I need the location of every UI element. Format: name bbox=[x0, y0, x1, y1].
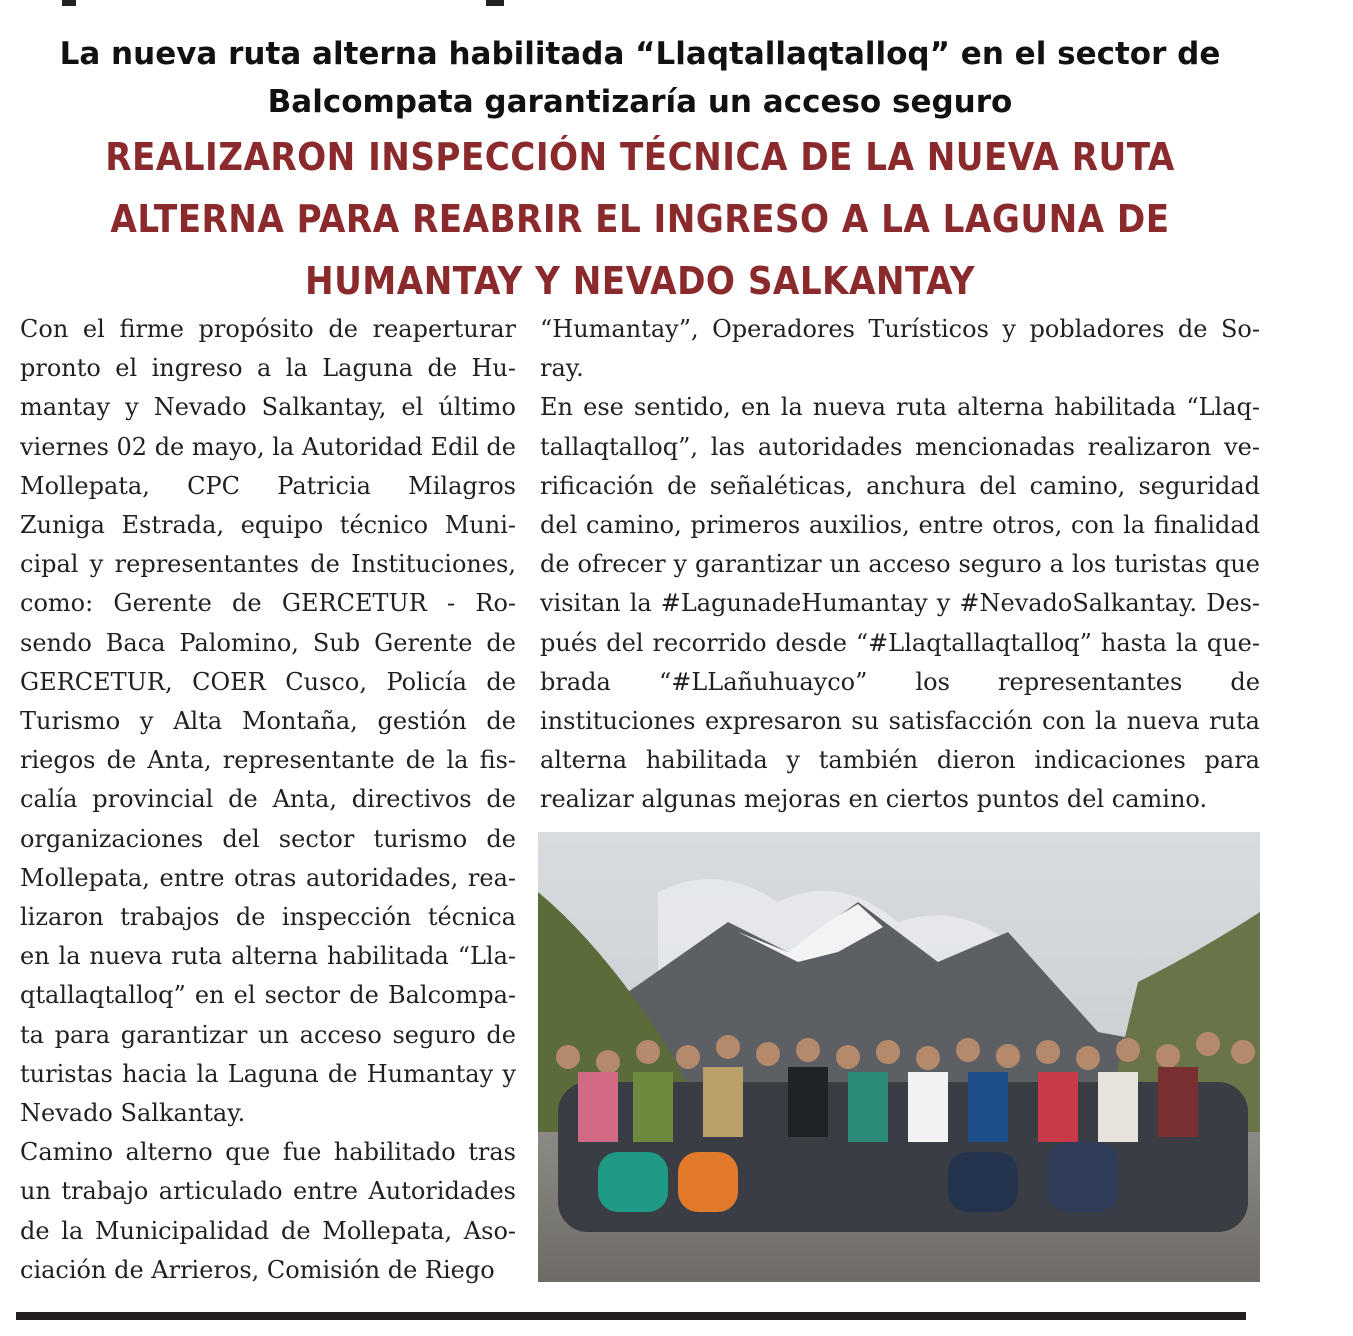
top-edge-marks bbox=[0, 0, 1353, 8]
top-mark-right bbox=[486, 0, 504, 6]
top-mark-left bbox=[62, 0, 76, 6]
left-column bbox=[20, 310, 516, 1290]
right-paragraph-2: En ese sentido, en la nueva ruta alterna habilitada “Llaqtallaqtalloq”, las autoridades mencionadas realizaron verificación de señaléticas, anchura del camino, seguridad del camino, primeros auxilios, entre otros, con la finalidad de ofrecer y garantizar un acceso seguro a los turistas que visitan la #LagunadeHumantay y #NevadoSalkantay. Después del recorrido desde “#Llaqtallaqtalloq” hasta la quebrada “#LLañuhuayco” los representantes de instituciones expresaron su satisfacción con la nueva ruta alterna habilitada y también dieron indicaciones para realizar algunas mejoras en ciertos puntos del camino. bbox=[540, 393, 1260, 814]
left-paragraph-2: Camino alterno que fue habilitado tras un trabajo articulado entre Autoridades de la Municipalidad de Mollepata, Asociación de Arrieros, Comisión de Riego bbox=[20, 1138, 516, 1284]
bottom-rule bbox=[16, 1312, 1246, 1320]
group-photo bbox=[538, 832, 1260, 1282]
group-photo-illustration bbox=[538, 832, 1260, 1282]
left-paragraph-1: Con el firme propósito de reaperturar pronto el ingreso a la Laguna de Humantay y Nevado Salkantay, el último viernes 02 de mayo, la Autoridad Edil de Mollepata, CPC Patricia Milagros Zuniga Estrada, equipo técnico Municipal y representantes de Instituciones, como: Gerente de GERCETUR - Rosendo Baca Palomino, Sub Gerente de GERCETUR, COER Cusco, Policía de Turismo y Alta Montaña, gestión de riegos de Anta, representante de la fiscalía provincial de Anta, directivos de organizaciones del sector turismo de Mollepata, entre otras autoridades, realizaron trabajos de inspección técnica en la nueva ruta alterna habilitada “Llaqtallaqtalloq” en el sector de Balcompata para garantizar un acceso seguro de turistas hacia la Laguna de Humantay y Nevado Salkantay. bbox=[20, 315, 516, 1128]
right-paragraph-1: “Humantay”, Operadores Turísticos y pobladores de Soray. bbox=[540, 315, 1260, 383]
article-headline: REALIZARON INSPECCIÓN TÉCNICA DE LA NUEVA RUTA ALTERNA PARA REABRIR EL INGRESO A LA LAGUNA DE HUMANTAY Y NEVADO SALKANTAY bbox=[105, 135, 1175, 303]
right-column bbox=[540, 310, 1260, 820]
article-kicker: La nueva ruta alterna habilitada “Llaqtallaqtalloq” en el sector de Balcompata garantizaría un acceso seguro bbox=[59, 36, 1221, 120]
